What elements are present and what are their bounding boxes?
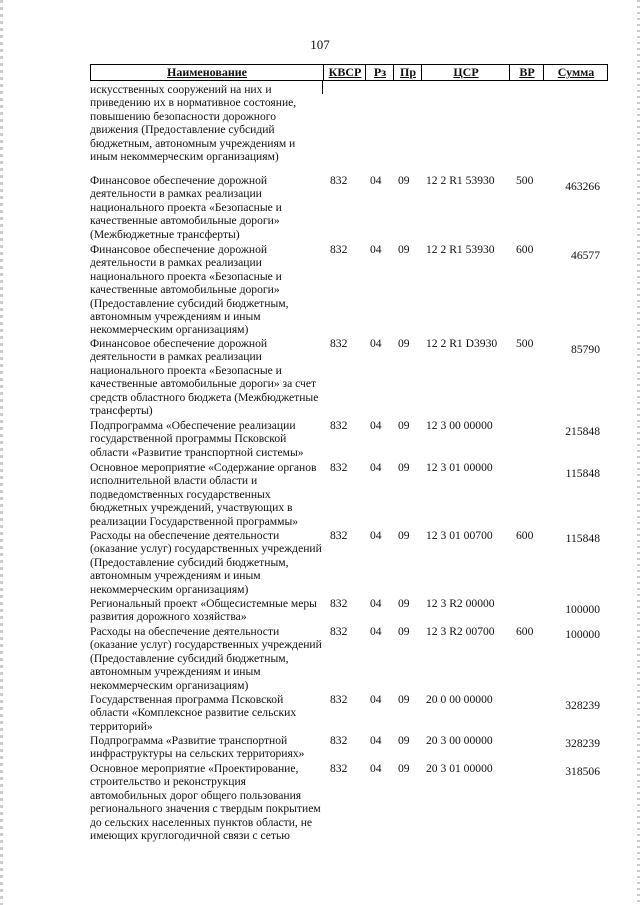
row-csr: 12 3 R2 00000 <box>426 597 495 610</box>
row-kvsr: 832 <box>330 529 348 542</box>
row-sum: 46577 <box>571 249 600 262</box>
header-rz: Рз <box>365 65 394 80</box>
row-name: Основное мероприятие «Проектирование, строительство и реконструкция автомобильных дорог общего пользования регионального значения с твердым покрытием до сельских населенных пунктов области, не имеющих круглогодичной связи с сетью <box>90 762 321 843</box>
row-rz: 04 <box>370 419 382 432</box>
row-kvsr: 832 <box>330 419 348 432</box>
row-vr: 500 <box>516 174 534 187</box>
row-rz: 04 <box>370 243 382 256</box>
row-csr: 20 0 00 00000 <box>426 693 493 706</box>
row-pr: 09 <box>398 243 410 256</box>
row-rz: 04 <box>370 625 382 638</box>
row-vr: 600 <box>516 529 534 542</box>
row-rz: 04 <box>370 174 382 187</box>
row-sum: 100000 <box>565 628 600 641</box>
row-kvsr: 832 <box>330 597 348 610</box>
row-name: Финансовое обеспечение дорожной деятельности в рамках реализации национального проекта «Безопасные и качественные автомобильные дороги» (Предоставление субсидий бюджетным, автономным учреждениям и иным некоммерческим организациям) <box>90 243 289 337</box>
header-kvsr: КВСР <box>323 65 366 80</box>
row-vr: 600 <box>516 243 534 256</box>
row-kvsr: 832 <box>330 174 348 187</box>
header-csr: ЦСР <box>421 65 510 80</box>
row-pr: 09 <box>398 625 410 638</box>
row-pr: 09 <box>398 461 410 474</box>
row-csr: 12 3 01 00000 <box>426 461 493 474</box>
row-name: Основное мероприятие «Содержание органов исполнительной власти области и подведомственных государственных бюджетных учреждений, участвующих в реализации Государственной программы» <box>90 461 317 528</box>
row-rz: 04 <box>370 762 382 775</box>
row-pr: 09 <box>398 734 410 747</box>
row-pr: 09 <box>398 419 410 432</box>
row-csr: 20 3 00 00000 <box>426 734 493 747</box>
row-sum: 100000 <box>565 603 600 616</box>
row-name: искусственных сооружений на них и приведению их в нормативное состояние, повышению безопасности дорожного движения (Предоставление субсидий бюджетным, автономным учреждениям и иным некоммерческим организациям) <box>90 83 297 164</box>
row-sum: 115848 <box>565 532 600 545</box>
row-name: Подпрограмма «Обеспечение реализации государственной программы Псковской области «Развитие транспортной системы» <box>90 419 304 459</box>
row-name: Государственная программа Псковской области «Комплексное развитие сельских территорий» <box>90 693 297 733</box>
column-divider <box>322 80 323 94</box>
row-name: Подпрограмма «Развитие транспортной инфраструктуры на сельских территориях» <box>90 734 305 761</box>
row-csr: 12 2 R1 53930 <box>426 174 495 187</box>
row-kvsr: 832 <box>330 461 348 474</box>
row-name: Расходы на обеспечение деятельности (оказание услуг) государственных учреждений (Предоставление субсидий бюджетным, автономным учреждениям и иным некоммерческим организациям) <box>90 625 322 692</box>
row-rz: 04 <box>370 597 382 610</box>
row-csr: 12 3 R2 00700 <box>426 625 495 638</box>
row-sum: 328239 <box>565 737 600 750</box>
row-csr: 12 3 00 00000 <box>426 419 493 432</box>
row-sum: 215848 <box>565 425 600 438</box>
row-name: Расходы на обеспечение деятельности (оказание услуг) государственных учреждений (Предоставление субсидий бюджетным, автономным учреждениям и иным некоммерческим организациям) <box>90 529 322 596</box>
row-kvsr: 832 <box>330 243 348 256</box>
header-sum: Сумма <box>543 65 608 80</box>
row-sum: 328239 <box>565 699 600 712</box>
header-pr: Пр <box>393 65 422 80</box>
row-pr: 09 <box>398 174 410 187</box>
row-rz: 04 <box>370 693 382 706</box>
row-vr: 500 <box>516 337 534 350</box>
row-rz: 04 <box>370 529 382 542</box>
row-pr: 09 <box>398 529 410 542</box>
row-rz: 04 <box>370 461 382 474</box>
row-pr: 09 <box>398 762 410 775</box>
row-vr: 600 <box>516 625 534 638</box>
row-kvsr: 832 <box>330 625 348 638</box>
row-kvsr: 832 <box>330 734 348 747</box>
row-sum: 85790 <box>571 343 600 356</box>
header-name: Наименование <box>167 65 247 79</box>
table-header <box>90 64 608 81</box>
header-vr: ВР <box>509 65 544 80</box>
row-sum: 463266 <box>565 180 600 193</box>
row-name: Финансовое обеспечение дорожной деятельности в рамках реализации национального проекта «Безопасные и качественные автомобильные дороги» (Межбюджетные трансферты) <box>90 174 282 241</box>
row-csr: 12 2 R1 D3930 <box>426 337 498 350</box>
row-pr: 09 <box>398 337 410 350</box>
row-csr: 20 3 01 00000 <box>426 762 493 775</box>
row-kvsr: 832 <box>330 762 348 775</box>
row-name: Финансовое обеспечение дорожной деятельности в рамках реализации национального проекта «Безопасные и качественные автомобильные дороги» за счет средств областного бюджета (Межбюджетные трансферты) <box>90 337 319 418</box>
row-rz: 04 <box>370 337 382 350</box>
row-sum: 318506 <box>565 765 600 778</box>
row-kvsr: 832 <box>330 337 348 350</box>
row-pr: 09 <box>398 693 410 706</box>
row-csr: 12 2 R1 53930 <box>426 243 495 256</box>
page-number: 107 <box>310 37 330 52</box>
scan-edge-left <box>0 0 3 905</box>
row-csr: 12 3 01 00700 <box>426 529 493 542</box>
row-kvsr: 832 <box>330 693 348 706</box>
row-sum: 115848 <box>565 467 600 480</box>
row-pr: 09 <box>398 597 410 610</box>
budget-table <box>90 64 608 843</box>
row-rz: 04 <box>370 734 382 747</box>
row-name: Региональный проект «Общесистемные меры развития дорожного хозяйства» <box>90 597 317 624</box>
